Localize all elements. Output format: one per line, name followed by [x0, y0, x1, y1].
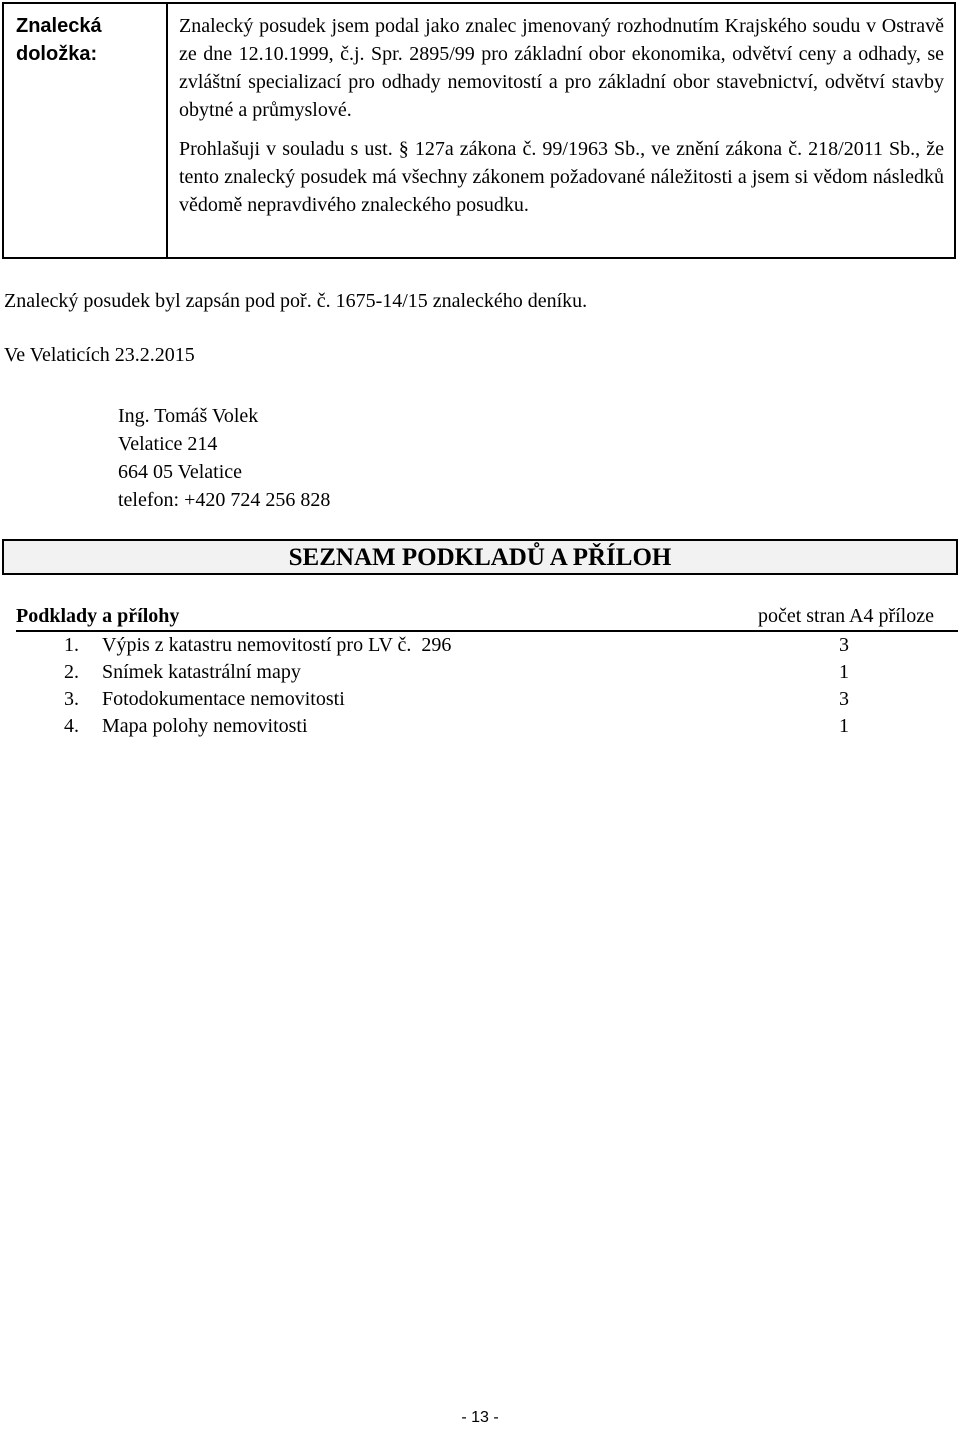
list-item	[64, 658, 864, 686]
place-date: Ve Velaticích 23.2.2015	[4, 344, 195, 366]
expert-clause-box	[2, 2, 956, 259]
list-item-text: Snímek katastrální mapy	[102, 661, 301, 683]
clause-paragraph-appointment: Znalecký posudek jsem podal jako znalec jmenovaný rozhodnutím Krajského soudu v Ostravě ze dne 12.10.1999, č.j. Spr. 2895/99 pro základní obor ekonomika, odvětví ceny a odhady, se zvláštní specializací pro odhady nemovitostí a pro základní obor stavebnictví, odvětví stavby obytné a průmyslové.	[179, 15, 944, 121]
page-number: - 13 -	[461, 1409, 499, 1426]
clause-label-line2: doložka:	[16, 43, 98, 65]
list-item-page-count: 1	[839, 715, 849, 737]
expert-name: Ing. Tomáš Volek	[118, 405, 259, 427]
expert-clause-text	[168, 4, 954, 257]
record-line: Znalecký posudek byl zapsán pod poř. č. 1675-14/15 znaleckého deníku.	[4, 290, 588, 312]
list-item-number: 1.	[64, 634, 79, 656]
list-item	[64, 631, 864, 659]
list-item-page-count: 3	[839, 634, 849, 656]
attachments-title: Podklady a přílohy	[16, 605, 180, 627]
clause-label-line1: Znalecká	[16, 15, 102, 37]
section-heading: SEZNAM PODKLADŮ A PŘÍLOH	[288, 544, 672, 571]
page-count-title: počet stran A4 příloze	[757, 605, 934, 627]
list-item-page-count: 1	[839, 661, 849, 683]
clause-paragraph-declaration: Prohlašuji v souladu s ust. § 127a zákona č. 99/1963 Sb., ve znění zákona č. 218/2011 Sb., že tento znalecký posudek má všechny zákonem požadované náležitosti a jsem si vědom následků vědomě nepravdivého znaleckého posudku.	[179, 138, 944, 216]
expert-clause-label	[4, 4, 168, 257]
list-item-text: Výpis z katastru nemovitostí pro LV č. 296	[102, 634, 452, 656]
list-item-number: 2.	[64, 661, 79, 683]
list-item-text: Fotodokumentace nemovitosti	[102, 688, 345, 710]
list-item-text: Mapa polohy nemovitosti	[102, 715, 308, 737]
list-item-number: 4.	[64, 715, 79, 737]
list-item-number: 3.	[64, 688, 79, 710]
list-item	[64, 712, 864, 740]
expert-phone: telefon: +420 724 256 828	[118, 489, 331, 511]
list-item-page-count: 3	[839, 688, 849, 710]
signature-block	[118, 402, 330, 514]
list-item	[64, 685, 864, 713]
attachments-list-header	[16, 602, 958, 632]
expert-city: 664 05 Velatice	[118, 461, 243, 483]
expert-street: Velatice 214	[118, 433, 218, 455]
